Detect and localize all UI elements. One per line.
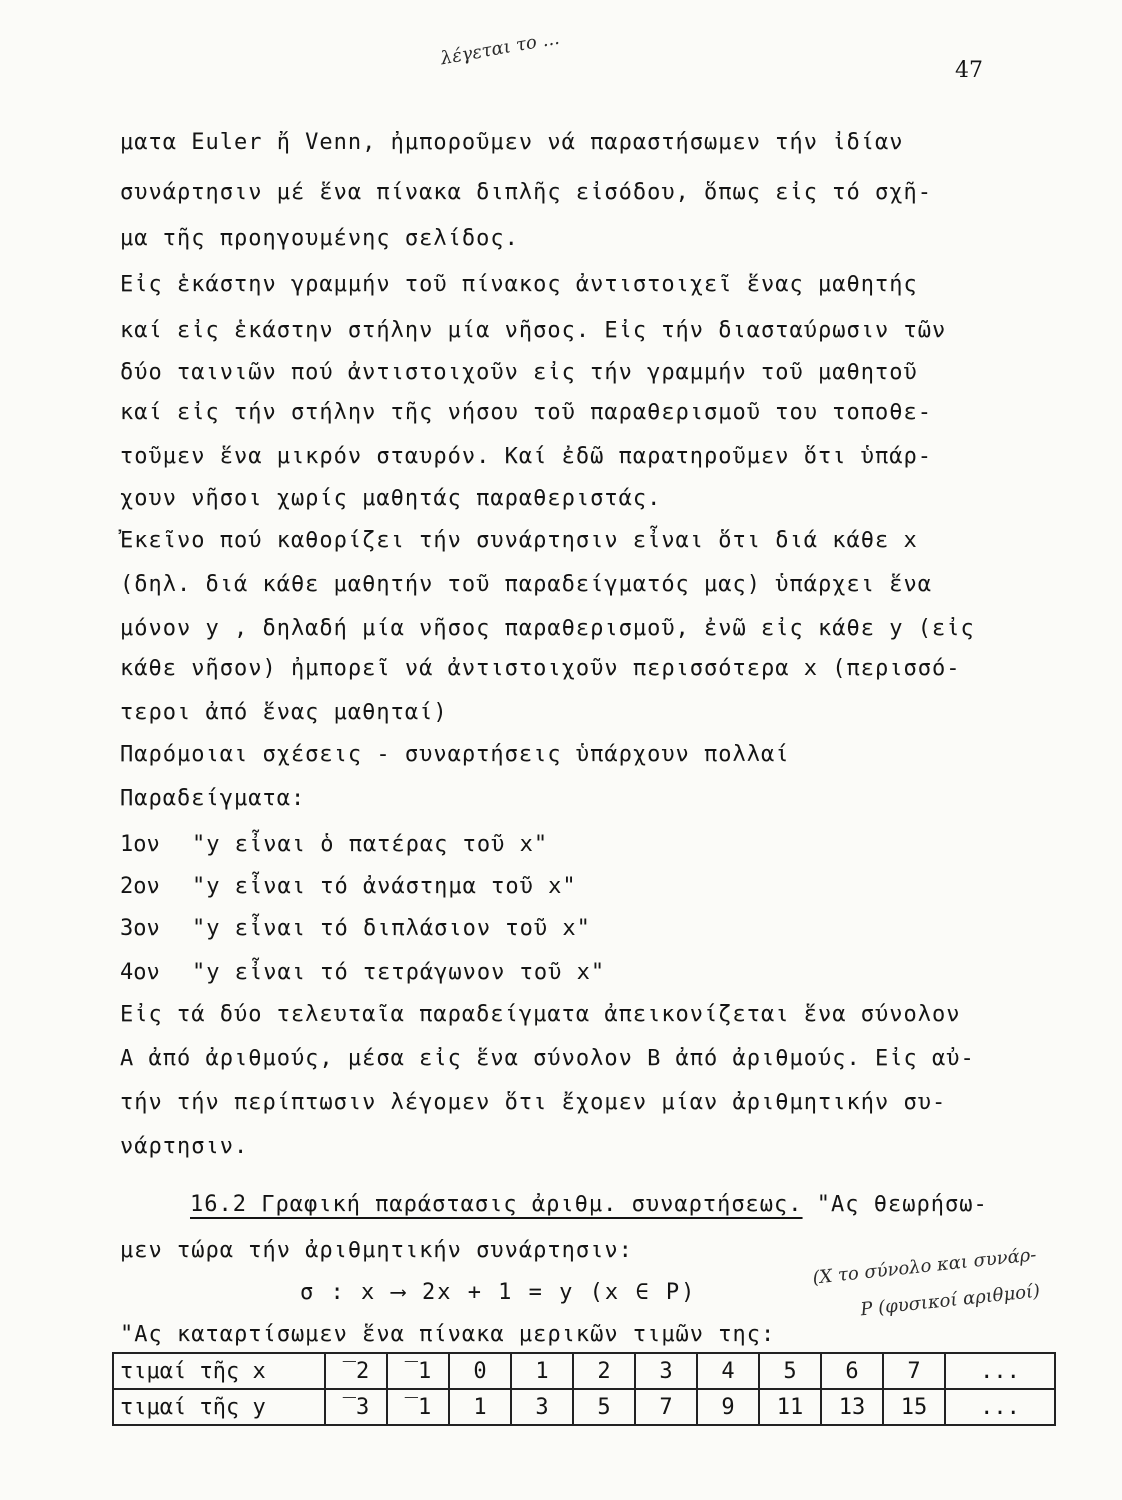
text-line: νάρτησιν. (120, 1134, 249, 1159)
table-cell: 5 (759, 1353, 821, 1389)
text-line: Α ἀπό ἀριθμούς, μέσα εἰς ἕνα σύνολον Β ἀπό ἀριθμούς. Εἰς αὐ- (120, 1046, 975, 1071)
table-cell: 7 (635, 1389, 697, 1425)
table-cell: 1 (511, 1353, 573, 1389)
text-line: Εἰς ἑκάστην γραμμήν τοῦ πίνακος ἀντιστοιχεῖ ἕνας μαθητής (120, 272, 918, 297)
example-text: "y εἶναι ὁ πατέρας τοῦ x" (192, 832, 549, 857)
example-text: "y εἶναι τό διπλάσιον τοῦ x" (192, 916, 591, 941)
examples-heading: Παραδείγματα: (120, 786, 306, 811)
text-line: μεν τώρα τήν ἀριθμητικήν συνάρτησιν: (120, 1238, 633, 1263)
table-cell: 13 (821, 1389, 883, 1425)
values-table (112, 1352, 1056, 1426)
text-line: μόνον y , δηλαδή μία νῆσος παραθερισμοῦ, ἐνῶ εἰς κάθε y (εἰς (120, 616, 975, 641)
section-heading: 16.2 Γραφική παράστασις ἀριθμ. συναρτήσεως. (190, 1192, 803, 1217)
text-line: Ἐκεῖνο πού καθορίζει τήν συνάρτησιν εἶναι ὅτι διά κάθε x (120, 528, 918, 553)
text-line: Εἰς τά δύο τελευταῖα παραδείγματα ἀπεικονίζεται ἕνα σύνολον (120, 1002, 961, 1027)
table-cell: 0 (449, 1353, 511, 1389)
text-line: συνάρτησιν μέ ἕνα πίνακα διπλῆς εἰσόδου, ὅπως εἰς τό σχῆ- (120, 180, 932, 205)
table-cell: ... (945, 1353, 1055, 1389)
table-cell: ‾1 (387, 1353, 449, 1389)
page-number: 47 (955, 58, 983, 83)
text-line: (δηλ. διά κάθε μαθητήν τοῦ παραδείγματός μας) ὑπάρχει ἕνα (120, 572, 932, 597)
handwritten-note: (Χ το σύνολο και συνάρ- (811, 1244, 1038, 1289)
table-cell: 11 (759, 1389, 821, 1425)
section-heading-tail: "Ας θεωρήσω- (816, 1192, 988, 1217)
table-cell: 9 (697, 1389, 759, 1425)
table-cell: 6 (821, 1353, 883, 1389)
table-cell: 3 (635, 1353, 697, 1389)
table-cell: 7 (883, 1353, 945, 1389)
table-cell: ... (945, 1389, 1055, 1425)
table-row (113, 1389, 1055, 1425)
table-intro: "Ας καταρτίσωμεν ἕνα πίνακα μερικῶν τιμῶν της: (120, 1322, 776, 1347)
row-label-x: τιμαί τῆς x (113, 1353, 325, 1389)
table-cell: ‾1 (387, 1389, 449, 1425)
text-line: τήν τήν περίπτωσιν λέγομεν ὅτι ἔχομεν μίαν ἀριθμητικήν συ- (120, 1090, 947, 1115)
example-number: 2ον (120, 874, 160, 899)
table-cell: 5 (573, 1389, 635, 1425)
example-number: 1ον (120, 832, 160, 857)
table-cell: ‾3 (325, 1389, 387, 1425)
text-line: κάθε νῆσον) ἠμπορεῖ νά ἀντιστοιχοῦν περισσότερα x (περισσό- (120, 656, 961, 681)
text-line: χουν νῆσοι χωρίς μαθητάς παραθεριστάς. (120, 486, 662, 511)
table-cell: 3 (511, 1389, 573, 1425)
example-number: 4ον (120, 960, 160, 985)
table-cell: 4 (697, 1353, 759, 1389)
text-line: καί εἰς τήν στήλην τῆς νήσου τοῦ παραθερισμοῦ του τοποθε- (120, 400, 932, 425)
row-label-y: τιμαί τῆς y (113, 1389, 325, 1425)
text-line: τοῦμεν ἕνα μικρόν σταυρόν. Καί ἐδῶ παρατηροῦμεν ὅτι ὑπάρ- (120, 444, 932, 469)
text-line: τεροι ἀπό ἕνας μαθηταί) (120, 700, 448, 725)
example-text: "y εἶναι τό τετράγωνον τοῦ x" (192, 960, 606, 985)
handwritten-note: P (φυσικοί αριθμοί) (859, 1280, 1042, 1321)
handwritten-annotation-top: λέγεται το ... (439, 27, 561, 70)
table-cell: 15 (883, 1389, 945, 1425)
text-line: καί εἰς ἑκάστην στήλην μία νῆσος. Εἰς τήν διασταύρωσιν τῶν (120, 318, 947, 343)
example-text: "y εἶναι τό ἀνάστημα τοῦ x" (192, 874, 577, 899)
text-line: μα τῆς προηγουμένης σελίδος. (120, 226, 519, 251)
text-line: δύο ταινιῶν πού ἀντιστοιχοῦν εἰς τήν γραμμήν τοῦ μαθητοῦ (120, 360, 918, 385)
table-cell: ‾2 (325, 1353, 387, 1389)
text-line: ματα Euler ἤ Venn, ἠμποροῦμεν νά παραστήσωμεν τήν ἰδίαν (120, 130, 904, 155)
table-cell: 2 (573, 1353, 635, 1389)
example-number: 3ον (120, 916, 160, 941)
text-line: Παρόμοιαι σχέσεις - συναρτήσεις ὑπάρχουν πολλαί (120, 742, 790, 767)
table-cell: 1 (449, 1389, 511, 1425)
formula: σ : x ⟶ 2x + 1 = y (x ∈ P) (300, 1280, 697, 1305)
table-row (113, 1353, 1055, 1389)
